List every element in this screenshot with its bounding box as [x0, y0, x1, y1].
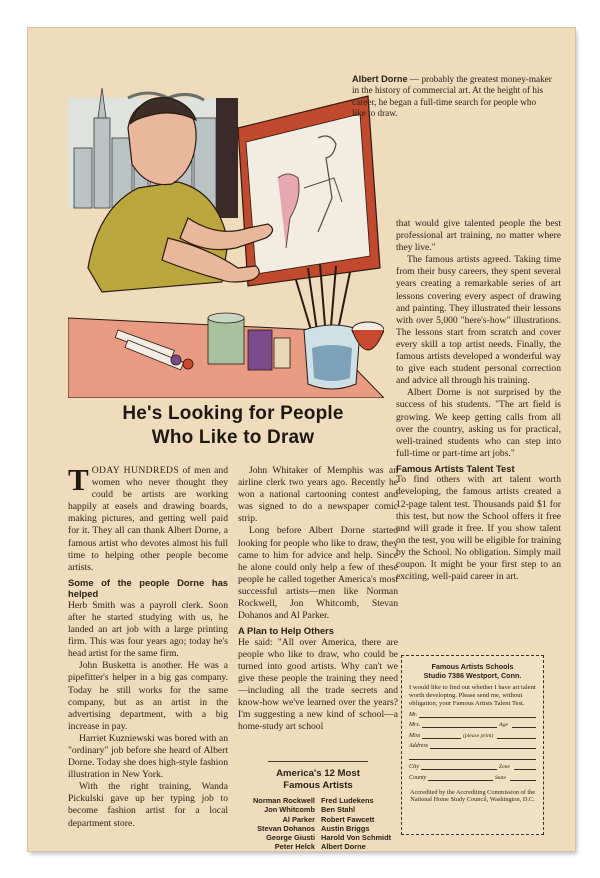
artist-name: Harold Von Schmidt [321, 833, 392, 843]
paragraph: With the right training, Wanda Pickulski gave up her typing job to become fashion artist for a local department store. [68, 781, 228, 829]
caption-text: — probably the greatest money-maker in the history of commercial art. At the height of his career, he began a full-time search for people who like to draw. [352, 74, 552, 119]
artist-illustration [68, 68, 384, 398]
magazine-page [28, 28, 575, 851]
coupon-body: I would like to find out whether I have art talent worth developing. Please send me, without obligation, your Famous Artists Talent Test. [409, 684, 536, 707]
address-line-2[interactable] [409, 752, 536, 760]
illustration-caption [352, 74, 552, 120]
headline-line-1: He's Looking for People [122, 403, 344, 424]
paragraph: that would give talented people the best professional art training, no matter where they live." [396, 218, 561, 254]
artist-name: Albert Dorne [321, 842, 366, 852]
coupon-header: Famous Artists Schools Studio 7386 Westport, Conn. [423, 662, 522, 680]
paragraph: Albert Dorne is not surprised by the success of his students. "The art field is growing. We keep getting calls from all over the country, asking us for practical, well-trained students who can step into full-time or part-time art jobs." [396, 387, 561, 459]
article-column-3 [396, 218, 561, 583]
article-column-1 [68, 462, 228, 830]
brush-jar [296, 264, 384, 389]
paragraph: John Busketta is another. He was a pipefitter's helper in a big gas company. Today he still works for the same company, but as an artist in the advertising department, with a big increase in pay. [68, 660, 228, 732]
famous-artists-list [238, 761, 398, 852]
paragraph: He said: "All over America, there are people who like to draw, who could be turned into good artists. Why can't we give these people the training they need—including all the trade secrets and know-how we've learned over the years? I'm suggesting a new kind of school—a home-study art school [238, 636, 398, 733]
mrs-age-field[interactable]: Mrs. Age [409, 720, 536, 728]
artist-name: Norman Rockwell [252, 796, 315, 805]
artists-title: America's 12 Most Famous Artists [276, 768, 360, 791]
miss-field[interactable]: Miss (please print) [409, 731, 536, 739]
artist-name: Fred Ludekens [321, 796, 374, 805]
paragraph: Long before Albert Dorne started looking for people who like to draw, they came to him for advice and help. Since he alone could only help a few of these people he called together America's most successful artists—men like Norman Rockwell, Jon Whitcomb, Stevan Dohanos and Al Parker. [238, 525, 398, 622]
artist-name: Jon Whitcomb [264, 805, 315, 815]
window-frame [216, 98, 238, 218]
headline-line-2: Who Like to Draw [151, 427, 315, 448]
subhead-dorne-helped: Some of the people Dorne has helped [68, 576, 228, 600]
artist-name: Al Parker [282, 814, 315, 824]
paragraph: John Whitaker of Memphis was an airline clerk two years ago. Recently he won a national cartooning contest and was signed to do a newspaper comic strip. [238, 465, 398, 525]
mr-field[interactable]: Mr. [409, 710, 536, 718]
easel [238, 96, 380, 286]
subhead-talent-test: Famous Artists Talent Test [396, 462, 515, 474]
artists-grid [238, 796, 398, 852]
paragraph: Herb Smith was a payroll clerk. Soon after he started studying with us, he landed an art job with a large printing firm. This was four years ago; today he's head artist for the same firm. [68, 599, 228, 660]
headline [68, 402, 398, 450]
artist-name: Robert Fawcett [321, 814, 375, 824]
paragraph: Harriet Kuzniewski was bored with an "ordinary" job before she heard of Albert Dorne. Today she does high-style fashion illustration in New York. [68, 732, 228, 781]
subhead-plan: A Plan to Help Others [238, 625, 335, 637]
caption-name: Albert Dorne [352, 74, 408, 84]
divider [268, 761, 368, 762]
accreditation-note: Accredited by the Accrediting Commission of the National Home Study Council, Washington, D.C. [409, 788, 536, 804]
paragraph: To find others with art talent worth developing, the famous artists created a 12-page talent test. Thousands paid $1 for this test, but now the School offers it free and will grade it free. If you show talent on the test, you will be eligible for training by the School. No obligation. Simply mail coupon. It might be your first step to an exciting, well-paid career in art. [396, 474, 561, 583]
artist-name: Stevan Dohanos [257, 823, 315, 833]
address-field[interactable]: Address [409, 741, 536, 749]
article-column-2 [238, 465, 398, 733]
paragraph: The famous artists agreed. Taking time from their busy careers, they spent several years creating a remarkable series of art lessons covering every aspect of drawing and painting. They illustrated their lessons with over 5,000 "here's-how" illustrations. The lessons start from scratch and cover every skill a top artist needs. Finally, the famous artists developed a wonderful way to give each student personal correction and advice all through his training. [396, 254, 561, 387]
artist-name: Peter Helck [274, 842, 315, 852]
lead-caps: ODAY HUNDREDS [91, 465, 180, 476]
artist-name: Ben Stahl [321, 805, 356, 815]
artist-name: Austin Briggs [321, 823, 370, 833]
artist-name: George Giusti [266, 833, 315, 843]
mail-coupon[interactable] [401, 655, 544, 835]
city-zone-field[interactable]: City Zone [409, 762, 536, 770]
intro-paragraph: TODAY HUNDREDS of men and women who never thought they could be artists are working happily at easels and drawing boards, making pictures, and getting well paid for it. They all can thank Albert Dorne, a famous artist who devotes almost his full time to helping other people become artists. [68, 462, 228, 573]
county-state-field[interactable]: County State [409, 773, 536, 781]
drop-cap: T [68, 462, 89, 497]
